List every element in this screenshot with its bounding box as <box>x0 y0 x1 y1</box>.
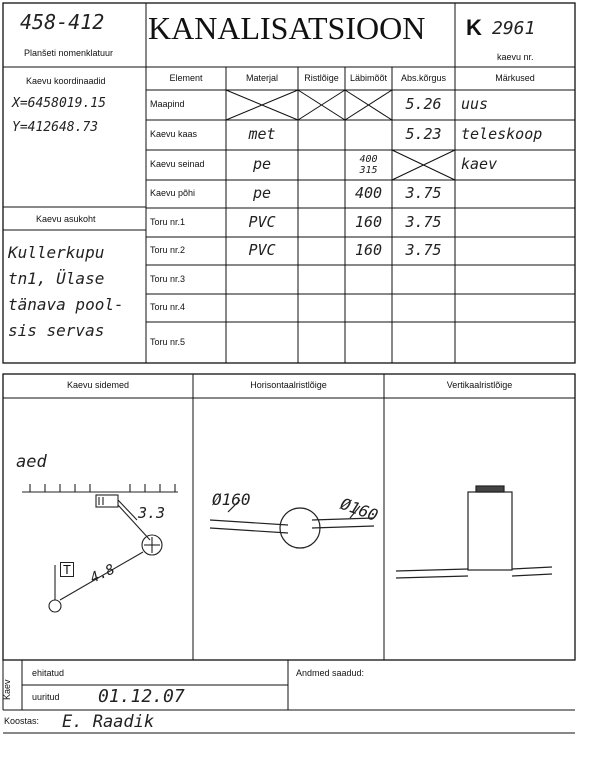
cell-element: Kaevu põhi <box>150 188 196 198</box>
cell-element: Kaevu kaas <box>150 129 198 139</box>
coord-y: Y=412648.73 <box>12 120 99 135</box>
section-horisontaal: Horisontaalristlõige <box>250 380 327 390</box>
sheet-number: 458-412 <box>20 10 105 34</box>
footer-author-label: Koostas: <box>4 716 40 726</box>
footer-author: E. Raadik <box>62 712 155 732</box>
cell-labimoot: 400 <box>354 184 383 202</box>
cell-markused: teleskoop <box>461 125 543 143</box>
cell-labimoot: 400 315 <box>359 154 378 176</box>
cell-abs: 3.75 <box>405 212 442 231</box>
location-label: Kaevu asukoht <box>36 214 96 224</box>
cell-abs: 3.75 <box>405 241 442 259</box>
cell-element: Toru nr.1 <box>150 216 186 227</box>
pipe-right-label: Ø160 <box>337 493 381 526</box>
location-line: sis servas <box>8 321 105 340</box>
location-line: Kullerkupu <box>8 243 105 262</box>
cell-element: Maapind <box>150 99 185 109</box>
sketch-dist1: 3.3 <box>138 504 166 522</box>
sheet-label: Planšeti nomenklatuur <box>24 48 114 58</box>
sketch-dist2: 4.8 <box>87 561 118 587</box>
footer-surveyed-label: uuritud <box>32 692 60 702</box>
cell-materjal: pe <box>252 184 272 202</box>
cell-materjal: PVC <box>248 241 276 259</box>
cell-labimoot: 160 <box>354 241 383 259</box>
pipe-left-label: Ø160 <box>212 490 251 509</box>
cell-markused: kaev <box>461 155 498 173</box>
footer-data-label: Andmed saadud: <box>296 668 365 678</box>
col-header-element: Element <box>169 73 203 83</box>
cell-materjal: met <box>248 125 276 143</box>
cell-materjal: pe <box>252 155 272 173</box>
footer-surveyed-date: 01.12.07 <box>98 686 185 707</box>
cell-markused: uus <box>461 95 489 113</box>
cell-abs: 3.75 <box>405 184 442 202</box>
cell-element: Toru nr.3 <box>150 273 186 284</box>
location-line: tn1, Ülase <box>8 269 105 288</box>
col-header-ristloige: Ristlõige <box>304 73 339 83</box>
location-text <box>8 240 124 344</box>
cell-labimoot: 160 <box>354 212 383 231</box>
coord-x: X=6458019.15 <box>12 96 106 111</box>
section-sidemed: Kaevu sidemed <box>66 380 130 390</box>
well-number: 2961 <box>492 18 536 39</box>
cell-element: Kaevu seinad <box>150 159 205 169</box>
cell-abs: 5.23 <box>405 125 442 143</box>
cell-materjal: PVC <box>248 212 276 231</box>
footer-built-label: ehitatud <box>32 668 65 678</box>
footer-side-label: Kaev <box>2 679 12 700</box>
cell-element: Toru nr.2 <box>150 245 186 255</box>
sketch-aed: aed <box>16 452 47 472</box>
cell-element: Toru nr.4 <box>150 302 186 312</box>
cell-abs: 5.26 <box>405 95 442 113</box>
page-title: KANALISATSIOON <box>148 10 426 46</box>
coords-label: Kaevu koordinaadid <box>26 76 106 86</box>
well-label: kaevu nr. <box>497 52 534 62</box>
col-header-labimoot: Läbimõõt <box>349 73 388 83</box>
col-header-markused: Märkused <box>495 73 535 83</box>
cell-element: Toru nr.5 <box>150 336 186 347</box>
well-prefix: K <box>466 15 482 40</box>
col-header-abs: Abs.kõrgus <box>400 73 447 83</box>
col-header-materjal: Materjal <box>245 73 278 83</box>
section-vertikaal: Vertikaalristlõige <box>446 380 513 390</box>
sketch-marker: T <box>60 562 74 577</box>
location-line: tänava pool- <box>8 295 124 314</box>
